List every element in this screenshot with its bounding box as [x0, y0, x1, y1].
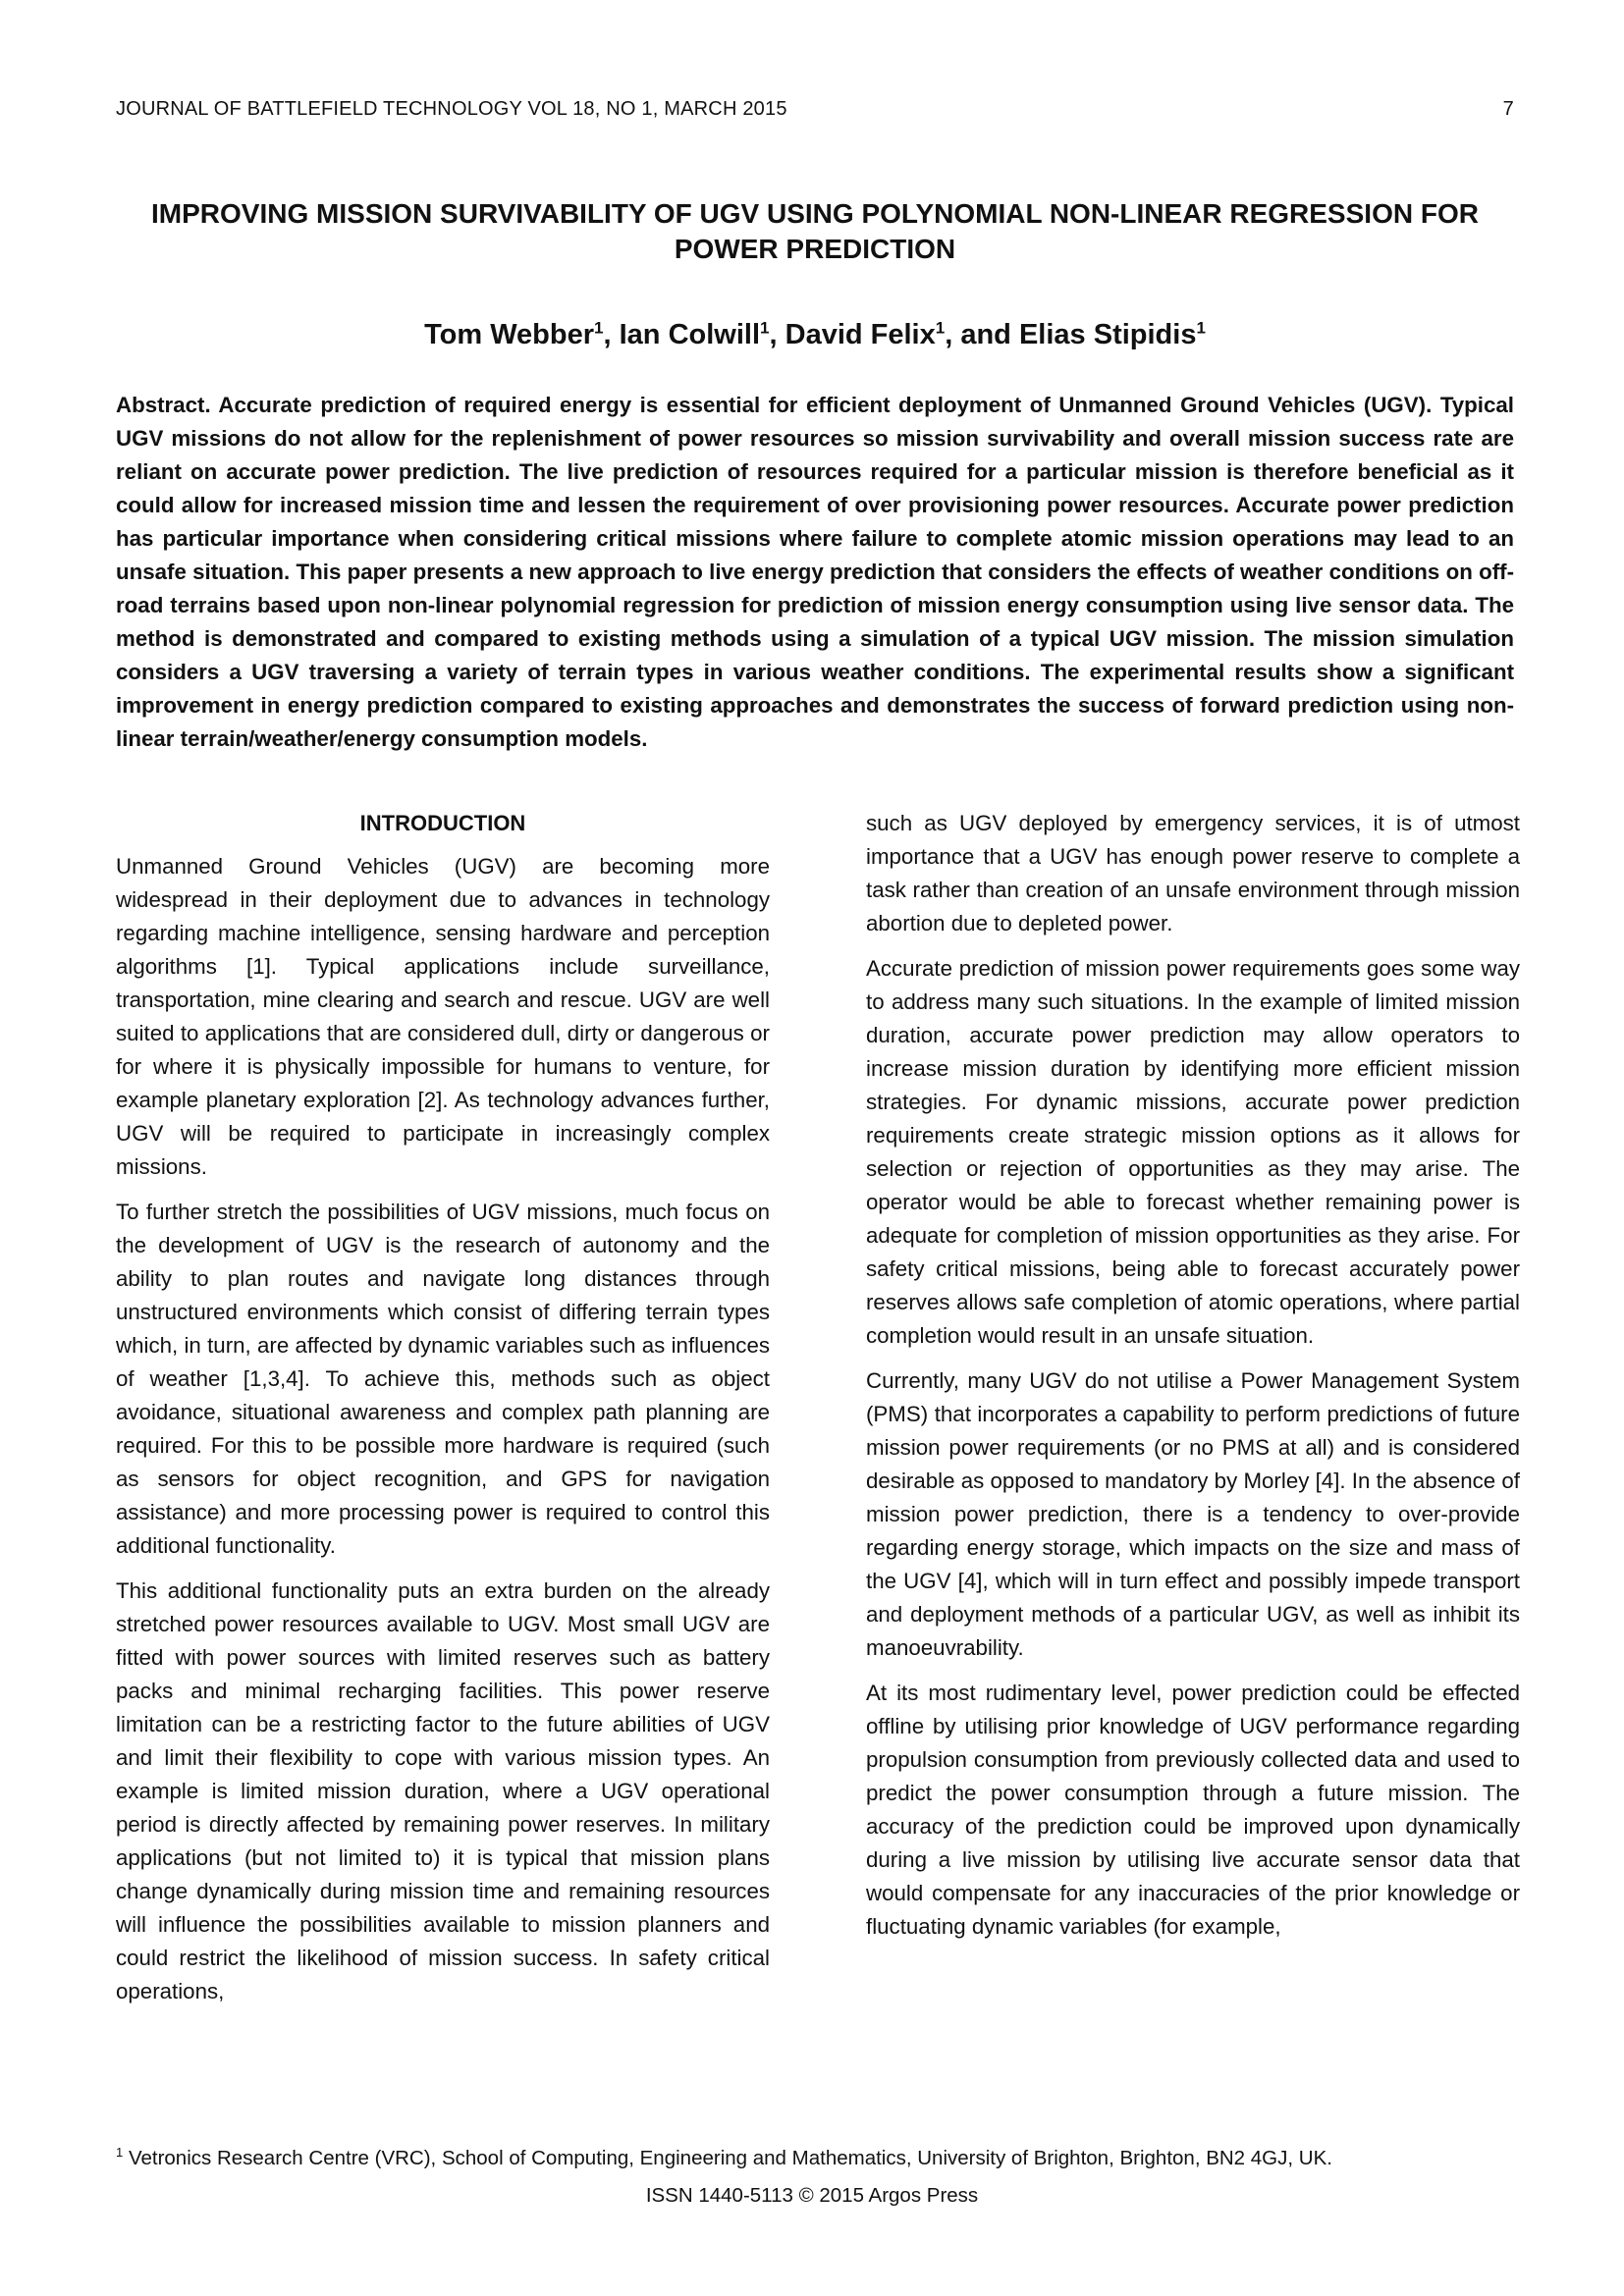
footnote-marker: 1 [116, 2145, 124, 2161]
author-separator: , and [945, 319, 1019, 350]
body-paragraph: Currently, many UGV do not utilise a Power Management System (PMS) that incorporates a capability to perform predictions of future mission power requirements (or no PMS at all) and is considered desirable as opposed to mandatory by Morley [4]. In the absence of mission power prediction, there is a tendency to over-provide regarding energy storage, which impacts on the size and mass of the UGV [4], which will in turn effect and possibly impede transport and deployment methods of a particular UGV, as well as inhibit its manoeuvrability. [866, 1368, 1520, 1660]
author-affiliation-marker: 1 [935, 318, 946, 338]
author-affiliation-marker: 1 [1196, 318, 1206, 338]
page-number: 7 [1502, 98, 1514, 120]
author-name: Ian Colwill [619, 319, 761, 350]
author-separator: , [603, 319, 620, 350]
body-paragraph: Unmanned Ground Vehicles (UGV) are becoming more widespread in their deployment due to advances in technology regarding machine intelligence, sensing hardware and perception algorithms [1]. Typical applications include surveillance, transportation, mine clearing and search and rescue. UGV are well suited to applications that are considered dull, dirty or dangerous or for where it is physically impossible for humans to venture, for example planetary exploration [2]. As technology advances further, UGV will be required to participate in increasingly complex missions. [116, 854, 770, 1179]
right-column [866, 807, 1520, 1955]
paper-title: IMPROVING MISSION SURVIVABILITY OF UGV USING POLYNOMIAL NON-LINEAR REGRESSION FOR POWER PREDICTION [151, 198, 1479, 264]
author-affiliation-marker: 1 [760, 318, 770, 338]
section-heading-introduction: INTRODUCTION [359, 811, 526, 835]
body-paragraph: To further stretch the possibilities of UGV missions, much focus on the development of UGV is the research of autonomy and the ability to plan routes and navigate long distances through unstructured environments which consist of differing terrain types which, in turn, are affected by dynamic variables such as influences of weather [1,3,4]. To achieve this, methods such as object avoidance, situational awareness and complex path planning are required. For this to be possible more hardware is required (such as sensors for object recognition, and GPS for navigation assistance) and more processing power is required to control this additional functionality. [116, 1200, 770, 1558]
affiliation-footnote [116, 2145, 1514, 2172]
running-header [116, 98, 1514, 121]
author-name: Tom Webber [424, 319, 595, 350]
issn-line: ISSN 1440-5113 © 2015 Argos Press [645, 2184, 979, 2207]
journal-name: JOURNAL OF BATTLEFIELD TECHNOLOGY VOL 18, NO 1, MARCH 2015 [116, 98, 787, 120]
body-paragraph: such as UGV deployed by emergency services, it is of utmost importance that a UGV has enough power reserve to complete a task rather than creation of an unsafe environment through mission abortion due to depleted power. [866, 811, 1520, 935]
footnote-text: Vetronics Research Centre (VRC), School of Computing, Engineering and Mathematics, University of Brighton, Brighton, BN2 4GJ, UK. [128, 2147, 1332, 2169]
author-separator: , [769, 319, 785, 350]
author-affiliation-marker: 1 [594, 318, 604, 338]
author-name: David Felix [785, 319, 936, 350]
body-paragraph: This additional functionality puts an extra burden on the already stretched power resources available to UGV. Most small UGV are fitted with power sources with limited reserves such as battery packs and minimal recharging facilities. This power reserve limitation can be a restricting factor to the future abilities of UGV and limit their flexibility to cope with various mission types. An example is limited mission duration, where a UGV operational period is directly affected by remaining power reserves. In military applications (but not limited to) it is typical that mission plans change dynamically during mission time and remaining resources will influence the possibilities available to mission planners and could restrict the likelihood of mission success. In safety critical operations, [116, 1578, 770, 2003]
author-list [116, 319, 1514, 351]
abstract: Abstract. Accurate prediction of required energy is essential for efficient deployment of Unmanned Ground Vehicles (UGV). Typical UGV missions do not allow for the replenishment of power resources so mission survivability and overall mission success rate are reliant on accurate power prediction. The live prediction of resources required for a particular mission is therefore beneficial as it could allow for increased mission time and lessen the requirement of over provisioning power resources. Accurate power prediction has particular importance when considering critical missions where failure to complete atomic mission operations may lead to an unsafe situation. This paper presents a new approach to live energy prediction that considers the effects of weather conditions on off-road terrains based upon non-linear polynomial regression for prediction of mission energy consumption using live sensor data. The method is demonstrated and compared to existing methods using a simulation of a typical UGV mission. The mission simulation considers a UGV traversing a variety of terrain types in various weather conditions. The experimental results show a significant improvement in energy prediction compared to existing approaches and demonstrates the success of forward prediction using non-linear terrain/weather/energy consumption models. [116, 393, 1514, 751]
body-paragraph: At its most rudimentary level, power prediction could be effected offline by utilising prior knowledge of UGV performance regarding propulsion consumption from previously collected data and used to predict the power consumption through a future mission. The accuracy of the prediction could be improved upon dynamically during a live mission by utilising live accurate sensor data that would compensate for any inaccuracies of the prior knowledge or fluctuating dynamic variables (for example, [866, 1681, 1520, 1939]
body-paragraph: Accurate prediction of mission power requirements goes some way to address many such situations. In the example of limited mission duration, accurate power prediction may allow operators to increase mission duration by identifying more efficient mission strategies. For dynamic missions, accurate power prediction requirements create strategic mission options as it allows for selection or rejection of opportunities as they may arise. The operator would be able to forecast whether remaining power is adequate for completion of mission opportunities as they arise. For safety critical missions, being able to forecast accurately power reserves allows safe completion of atomic operations, where partial completion would result in an unsafe situation. [866, 956, 1520, 1348]
left-column [116, 807, 770, 2020]
author-name: Elias Stipidis [1018, 319, 1197, 350]
